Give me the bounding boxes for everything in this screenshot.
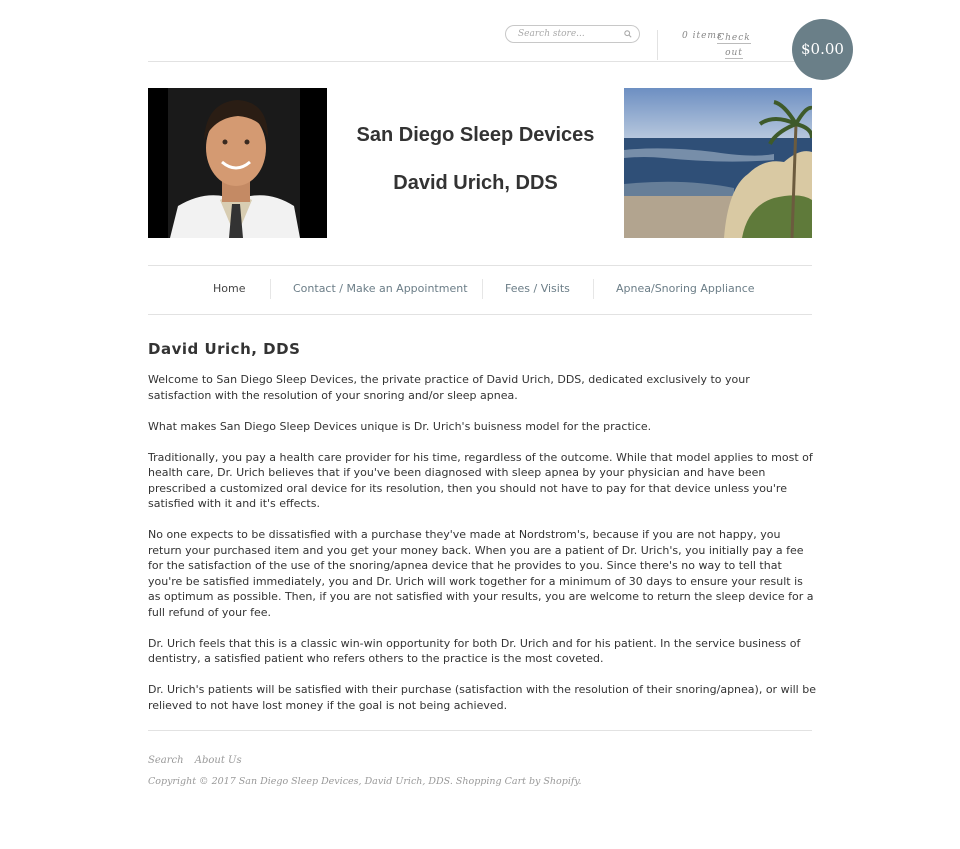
nav-item-home[interactable]: Home — [213, 282, 246, 295]
nav-divider — [482, 279, 483, 299]
nav-divider — [270, 279, 271, 299]
checkout-link[interactable] — [708, 31, 760, 61]
nav-item-apnea-appliance[interactable]: Apnea/Snoring Appliance — [616, 282, 755, 295]
cart-item-count[interactable]: 0 items — [682, 31, 723, 41]
cart-total-badge[interactable]: $0.00 — [792, 19, 853, 80]
banner-subtitle: David Urich, DDS — [393, 172, 558, 194]
top-bar — [148, 0, 812, 62]
search-box[interactable] — [505, 25, 640, 43]
content-paragraph: No one expects to be dissatisfied with a purchase they've made at Nordstrom's, because if you are not happy, you return your purchased item and you get your money back. When you are a patient of Dr. Urich's, you initially pay a fee for the satisfaction of the use of the snoring/apnea device that he provides to you. Since there's no way to tell that you're be satisfied immediately, you and Dr. Urich will work together for a minimum of 30 days to ensure your result is as optimum as possible. Then, if you are not satisfied with your results, you are welcome to return the sleep device for a full refund of your fee. — [148, 528, 814, 619]
footer-links — [148, 755, 250, 766]
footer-link-about-us[interactable]: About Us — [194, 755, 242, 766]
footer-divider — [148, 730, 812, 731]
content-paragraph: Welcome to San Diego Sleep Devices, the private practice of David Urich, DDS, dedicated exclusively to your satisfaction with the resolution of your snoring and/or sleep apnea. — [148, 373, 750, 402]
nav-item-fees[interactable]: Fees / Visits — [505, 282, 570, 295]
content-paragraph: Traditionally, you pay a health care provider for his time, regardless of the outcome. While that model applies to most of health care, Dr. Urich believes that if you've been diagnosed with sleep apnea by your physician and have been prescribed a customized oral device for its resolution, then you should not have to pay for that device unless you're satisfied with it and it's effects. — [148, 450, 813, 510]
header-banner — [148, 88, 812, 238]
content-paragraph: Dr. Urich's patients will be satisfied with their purchase (satisfaction with the resolution of their snoring/apnea), or will be relieved to not have lost money if the goal is not being achieved. — [148, 683, 816, 712]
content-paragraph: What makes San Diego Sleep Devices unique is Dr. Urich's buisness model for the practice. — [148, 419, 652, 433]
nav-divider — [593, 279, 594, 299]
main-content — [148, 372, 816, 729]
banner-title: San Diego Sleep Devices — [356, 124, 595, 146]
beach-image — [624, 88, 812, 238]
footer-link-search[interactable]: Search — [148, 755, 184, 766]
cart-divider — [657, 30, 658, 60]
copyright-text: Copyright © 2017 San Diego Sleep Devices, David Urich, DDS. Shopping Cart by Shopify. — [148, 776, 582, 787]
nav-item-contact[interactable]: Contact / Make an Appointment — [293, 282, 468, 295]
main-navigation — [148, 265, 812, 315]
checkout-label-line2[interactable]: out — [725, 48, 743, 58]
page-title: David Urich, DDS — [148, 340, 301, 358]
checkout-label-line1[interactable]: Check — [717, 33, 751, 43]
search-input[interactable] — [518, 27, 618, 41]
content-paragraph: Dr. Urich feels that this is a classic win-win opportunity for both Dr. Urich and for his patient. In the service business of dentistry, a satisfied patient who refers others to the practice is the most coveted. — [148, 636, 801, 665]
search-icon[interactable] — [624, 30, 632, 38]
doctor-portrait-image — [148, 88, 327, 238]
